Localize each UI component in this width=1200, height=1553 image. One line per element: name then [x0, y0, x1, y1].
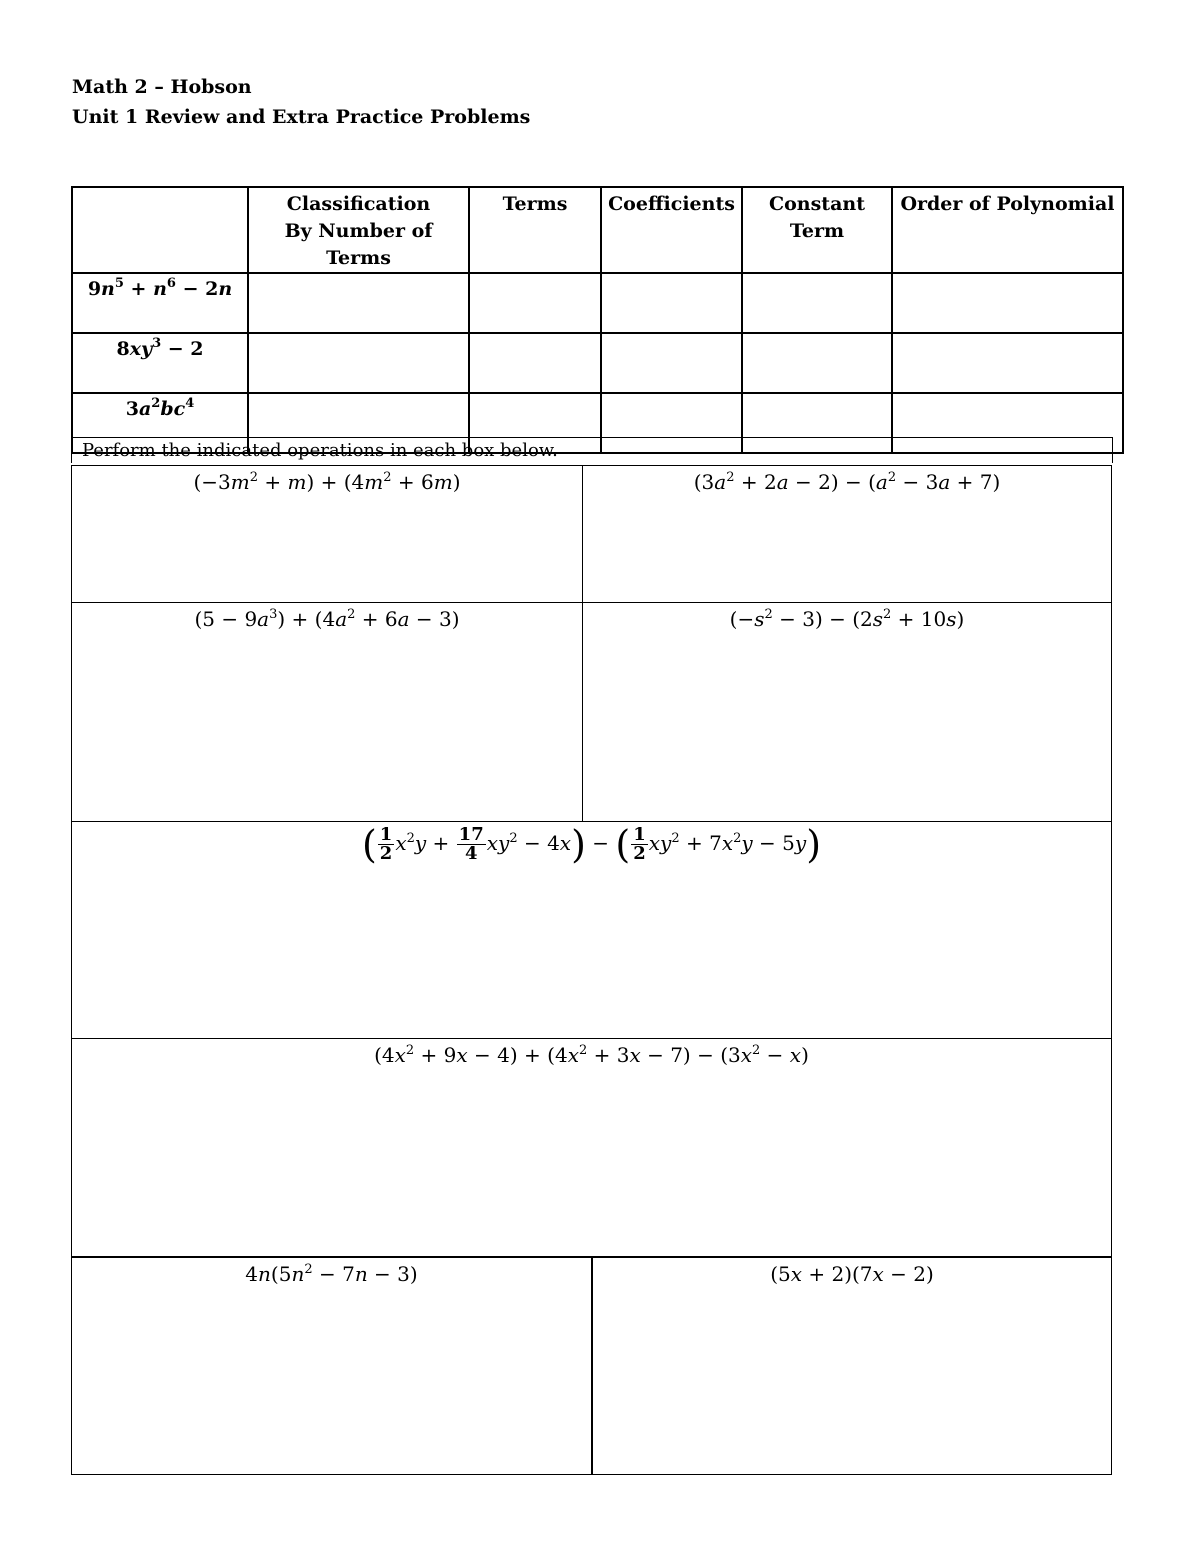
header-empty: [72, 187, 248, 273]
problem-expression-2: $(3a^2 + 2a - 2) - (a^2 - 3a + 7)$: [693, 470, 1001, 494]
course-title: Math 2 – Hobson: [72, 76, 252, 98]
problem-expression-5: ( $\frac{1}{2}$ $x^2y$ + $\frac{17}{4}$ $xy^2 - 4x$) − ( $\frac{1}{2}$ $xy^2 + 7x^2y - 5y$): [361, 822, 822, 866]
header-terms: Terms: [469, 187, 601, 273]
answer-cell[interactable]: [248, 333, 469, 393]
answer-cell[interactable]: [601, 273, 742, 333]
problem-box-8[interactable]: [591, 1256, 1112, 1475]
answer-cell[interactable]: [601, 333, 742, 393]
worksheet-title: Unit 1 Review and Extra Practice Problems: [72, 106, 531, 128]
header-coefficients: Coefficients: [601, 187, 742, 273]
document-header: [72, 72, 530, 132]
problem-box-4[interactable]: [582, 602, 1112, 822]
table-header-row: [72, 187, 1123, 273]
problem-expression-4: $(-s^2 - 3) - (2s^2 + 10s)$: [729, 607, 965, 631]
problem-expression-8: (5x + 2)(7x − 2): [770, 1262, 934, 1286]
classification-table: [71, 186, 1124, 454]
header-constant-term: Constant Term: [742, 187, 892, 273]
problem-expression-3: $(5 - 9a^3) + (4a^2 + 6a - 3)$: [194, 607, 460, 631]
table-row: [72, 273, 1123, 333]
problem-box-6[interactable]: [71, 1038, 1112, 1257]
instructions-text: Perform the indicated operations in each box below.: [71, 437, 1113, 463]
header-classification: Classification By Number of Terms: [248, 187, 469, 273]
problem-expression-6: $(4x^2 + 9x - 4) + (4x^2 + 3x - 7) - (3x^2 - x)$: [374, 1043, 809, 1067]
problem-expression-1: $(-3m^2 + m) + (4m^2 + 6m)$: [193, 470, 461, 494]
problem-box-2[interactable]: [582, 465, 1112, 603]
answer-cell[interactable]: [742, 333, 892, 393]
table-row: [72, 333, 1123, 393]
row-expression-3: $3a^2bc^4$: [72, 393, 248, 453]
answer-cell[interactable]: [469, 333, 601, 393]
answer-cell[interactable]: [742, 273, 892, 333]
row-expression-1: $9n^5 + n^6 - 2n$: [72, 273, 248, 333]
problem-expression-7: $4n(5n^2 - 7n - 3)$: [245, 1262, 418, 1286]
answer-cell[interactable]: [469, 273, 601, 333]
header-order: Order of Polynomial: [892, 187, 1123, 273]
problem-box-3[interactable]: [71, 602, 583, 822]
answer-cell[interactable]: [892, 333, 1123, 393]
problem-box-5[interactable]: [71, 821, 1112, 1039]
problem-box-1[interactable]: [71, 465, 583, 603]
answer-cell[interactable]: [248, 273, 469, 333]
answer-cell[interactable]: [892, 273, 1123, 333]
row-expression-2: $8xy^3 - 2$: [72, 333, 248, 393]
problem-box-7[interactable]: [71, 1256, 592, 1475]
